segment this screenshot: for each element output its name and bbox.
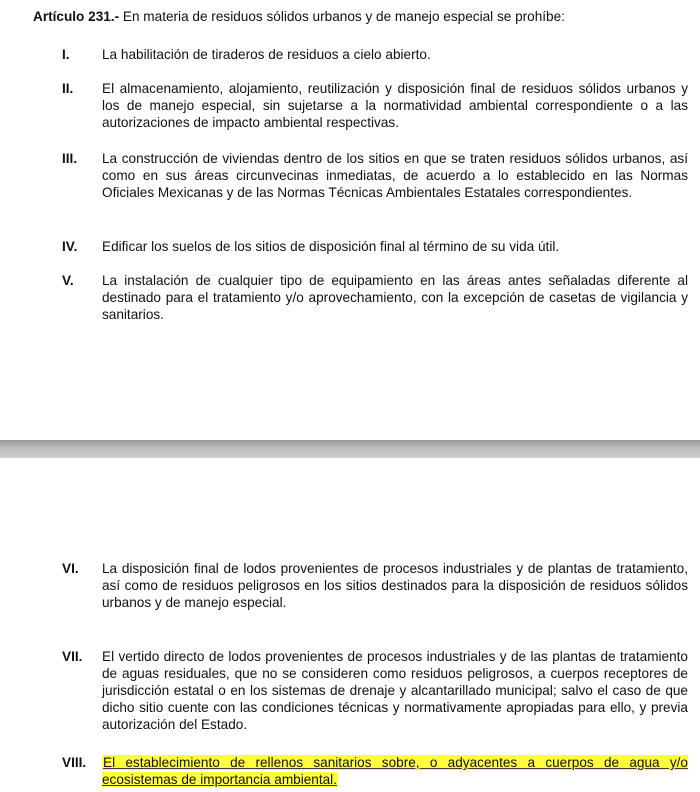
item-number: II. (62, 81, 74, 96)
document-page-bottom (0, 458, 700, 792)
item-text: El almacenamiento, alojamiento, reutilización y disposición final de residuos sólidos urbanos y los de manejo especial, sin sujetarse a la normatividad ambiental correspondiente o a las autorizaciones de impacto ambiental respectivas. (102, 81, 688, 130)
article-label: Artículo 231.- (33, 9, 120, 24)
item-text-highlighted (102, 754, 688, 788)
highlighted-text: El establecimiento de rellenos sanitarios sobre, o adyacentes a cuerpos de agua y/o ecosistemas de importancia ambiental. (102, 755, 688, 787)
item-text: La disposición final de lodos provenientes de procesos industriales y de plantas de tratamiento, así como de residuos peligrosos en los sitios destinados para la disposición de residuos sólidos urbanos y de manejo especial. (102, 561, 688, 610)
item-text: La habilitación de tiraderos de residuos a cielo abierto. (102, 47, 431, 62)
item-text: El vertido directo de lodos provenientes de procesos industriales y de las plantas de tratamiento de aguas residuales, que no se consideren como residuos peligrosos, a cuerpos receptores de jurisdicción estatal o en los sistemas de drenaje y alcantarillado municipal; salvo el caso de que dicho sitio cuente con las condiciones técnicas y normativamente apropiadas para ello, y previa autorización del Estado. (102, 649, 688, 732)
item-number: IV. (62, 239, 78, 254)
article-intro: En materia de residuos sólidos urbanos y de manejo especial se prohíbe: (119, 9, 565, 24)
item-number: I. (62, 47, 70, 62)
item-number: III. (62, 151, 78, 166)
item-text: La instalación de cualquier tipo de equipamiento en las áreas antes señaladas diferente al destinado para el tratamiento y/o aprovechamiento, con la excepción de casetas de vigilancia y sanitarios. (102, 273, 688, 322)
item-text: La construcción de viviendas dentro de los sitios en que se traten residuos sólidos urbanos, así como en sus áreas circunvecinas inmediatas, de acuerdo a lo establecido en las Normas Oficiales Mexicanas y de las Normas Técnicas Ambientales Estatales correspondientes. (102, 151, 688, 200)
article-heading (33, 8, 693, 25)
item-number: VI. (62, 561, 79, 576)
item-number: VII. (62, 649, 83, 664)
page-separator (0, 440, 700, 458)
item-number: VIII. (62, 755, 87, 770)
item-text: Edificar los suelos de los sitios de disposición final al término de su vida útil. (102, 239, 560, 254)
item-number: V. (62, 273, 74, 288)
